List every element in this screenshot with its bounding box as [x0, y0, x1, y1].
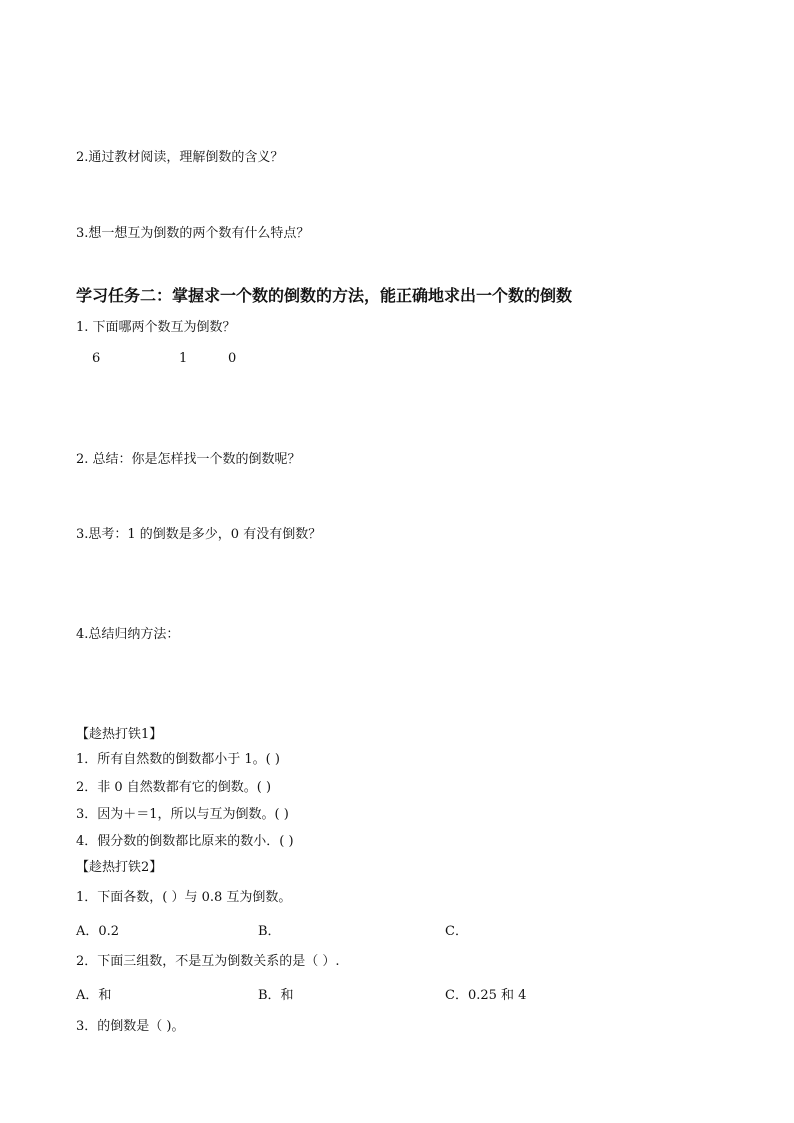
task1-q2: 2.通过教材阅读，理解倒数的含义？: [76, 150, 284, 165]
practice1-title: 【趁热打铁1】: [76, 727, 163, 742]
practice2-q1-option-c: C．: [445, 924, 468, 939]
practice2-q2-option-c: C．0.25 和 4: [445, 988, 527, 1003]
practice2-q2-option-a: A．和: [76, 988, 112, 1003]
number-0: 0: [228, 351, 237, 366]
practice2-title: 【趁热打铁2】: [76, 860, 163, 875]
practice1-item-2: 2．非 0 自然数都有它的倒数。( ): [76, 780, 272, 795]
practice1-item-1: 1．所有自然数的倒数都小于 1。( ): [76, 752, 280, 767]
practice1-item-3: 3．因为＋＝1，所以与互为倒数。( ): [76, 807, 289, 822]
task2-heading: 学习任务二：掌握求一个数的倒数的方法，能正确地求出一个数的倒数: [76, 286, 573, 305]
practice1-item-4: 4．假分数的倒数都比原来的数小．( ): [76, 834, 294, 849]
task2-q4: 4.总结归纳方法：: [76, 627, 180, 642]
practice2-q1: 1．下面各数，( ）与 0.8 互为倒数。: [76, 890, 292, 905]
number-1: 1: [179, 351, 188, 366]
practice2-q2: 2．下面三组数，不是互为倒数关系的是（ ）.: [76, 954, 340, 969]
practice2-q3: 3．的倒数是（ )。: [76, 1019, 185, 1034]
task2-q3: 3.思考：1 的倒数是多少，0 有没有倒数？: [76, 527, 322, 542]
practice2-q2-option-b: B．和: [258, 988, 294, 1003]
task2-q2: 2. 总结：你是怎样找一个数的倒数呢？: [76, 452, 301, 467]
practice2-q1-option-b: B．: [258, 924, 281, 939]
practice2-q1-option-a: A．0.2: [76, 924, 120, 939]
task2-q1: 1. 下面哪两个数互为倒数？: [76, 320, 236, 335]
task1-q3: 3.想一想互为倒数的两个数有什么特点？: [76, 226, 310, 241]
number-6: 6: [92, 351, 101, 366]
